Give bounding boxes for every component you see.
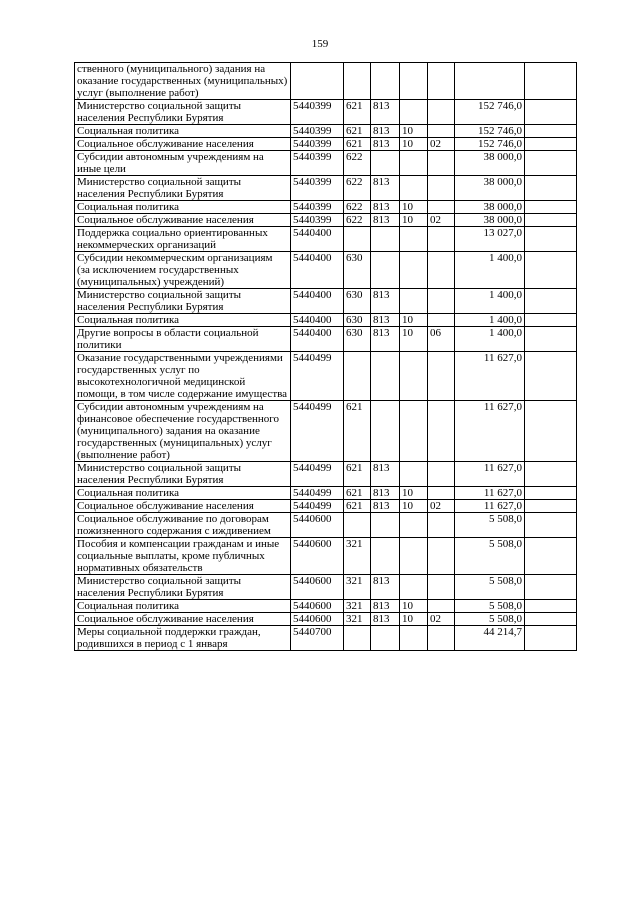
- section-cell: [400, 176, 428, 201]
- item-name-cell: Поддержка социально ориентированных некоммерческих организаций: [75, 227, 291, 252]
- expense-type-cell: [344, 352, 371, 401]
- empty-column-cell: [525, 227, 577, 252]
- expense-type-cell: 621: [344, 138, 371, 151]
- target-article-cell: 5440399: [291, 100, 344, 125]
- amount-cell: 1 400,0: [455, 289, 525, 314]
- target-article-cell: 5440499: [291, 401, 344, 462]
- expense-type-cell: 621: [344, 462, 371, 487]
- expense-type-cell: 630: [344, 327, 371, 352]
- subsection-cell: [428, 252, 455, 289]
- table-row: [75, 626, 577, 651]
- expense-type-cell: 621: [344, 125, 371, 138]
- amount-cell: 11 627,0: [455, 500, 525, 513]
- table-row: [75, 138, 577, 151]
- ministry-code-cell: [371, 352, 400, 401]
- empty-column-cell: [525, 401, 577, 462]
- empty-column-cell: [525, 252, 577, 289]
- ministry-code-cell: 813: [371, 314, 400, 327]
- subsection-cell: [428, 513, 455, 538]
- ministry-code-cell: 813: [371, 487, 400, 500]
- section-cell: 10: [400, 327, 428, 352]
- amount-cell: 13 027,0: [455, 227, 525, 252]
- expense-type-cell: 321: [344, 538, 371, 575]
- target-article-cell: [291, 63, 344, 100]
- item-name-cell: Министерство социальной защиты населения Республики Бурятия: [75, 289, 291, 314]
- table-row: [75, 201, 577, 214]
- ministry-code-cell: 813: [371, 138, 400, 151]
- expense-type-cell: 630: [344, 289, 371, 314]
- item-name-cell: Социальная политика: [75, 201, 291, 214]
- section-cell: [400, 252, 428, 289]
- amount-cell: 38 000,0: [455, 214, 525, 227]
- section-cell: 10: [400, 487, 428, 500]
- empty-column-cell: [525, 626, 577, 651]
- empty-column-cell: [525, 125, 577, 138]
- subsection-cell: [428, 289, 455, 314]
- ministry-code-cell: 813: [371, 462, 400, 487]
- section-cell: [400, 462, 428, 487]
- section-cell: 10: [400, 613, 428, 626]
- expense-type-cell: 622: [344, 201, 371, 214]
- section-cell: 10: [400, 600, 428, 613]
- section-cell: [400, 575, 428, 600]
- subsection-cell: 02: [428, 613, 455, 626]
- amount-cell: 11 627,0: [455, 487, 525, 500]
- subsection-cell: 06: [428, 327, 455, 352]
- expense-type-cell: [344, 63, 371, 100]
- target-article-cell: 5440400: [291, 327, 344, 352]
- table-row: [75, 500, 577, 513]
- subsection-cell: [428, 176, 455, 201]
- table-row: [75, 63, 577, 100]
- amount-cell: 11 627,0: [455, 401, 525, 462]
- subsection-cell: [428, 201, 455, 214]
- expense-type-cell: [344, 513, 371, 538]
- ministry-code-cell: 813: [371, 125, 400, 138]
- target-article-cell: 5440399: [291, 138, 344, 151]
- empty-column-cell: [525, 538, 577, 575]
- empty-column-cell: [525, 314, 577, 327]
- ministry-code-cell: [371, 538, 400, 575]
- table-row: [75, 575, 577, 600]
- amount-cell: 38 000,0: [455, 201, 525, 214]
- subsection-cell: [428, 314, 455, 327]
- amount-cell: 11 627,0: [455, 462, 525, 487]
- section-cell: [400, 227, 428, 252]
- expense-type-cell: 621: [344, 487, 371, 500]
- amount-cell: 152 746,0: [455, 138, 525, 151]
- amount-cell: 152 746,0: [455, 100, 525, 125]
- ministry-code-cell: [371, 626, 400, 651]
- subsection-cell: [428, 487, 455, 500]
- target-article-cell: 5440399: [291, 151, 344, 176]
- item-name-cell: Социальное обслуживание населения: [75, 214, 291, 227]
- empty-column-cell: [525, 327, 577, 352]
- amount-cell: 1 400,0: [455, 314, 525, 327]
- item-name-cell: ственного (муниципального) задания на оказание государственных (муниципальных) услуг (выполнение работ): [75, 63, 291, 100]
- section-cell: [400, 538, 428, 575]
- expense-type-cell: [344, 227, 371, 252]
- budget-table: [74, 62, 577, 651]
- target-article-cell: 5440400: [291, 227, 344, 252]
- item-name-cell: Социальное обслуживание населения: [75, 500, 291, 513]
- section-cell: 10: [400, 214, 428, 227]
- target-article-cell: 5440600: [291, 600, 344, 613]
- ministry-code-cell: [371, 151, 400, 176]
- expense-type-cell: 622: [344, 151, 371, 176]
- expense-type-cell: 621: [344, 500, 371, 513]
- ministry-code-cell: [371, 513, 400, 538]
- target-article-cell: 5440400: [291, 314, 344, 327]
- table-row: [75, 352, 577, 401]
- amount-cell: 1 400,0: [455, 327, 525, 352]
- item-name-cell: Социальная политика: [75, 487, 291, 500]
- expense-type-cell: 321: [344, 575, 371, 600]
- table-row: [75, 513, 577, 538]
- expense-type-cell: 630: [344, 314, 371, 327]
- table-row: [75, 100, 577, 125]
- amount-cell: 5 508,0: [455, 575, 525, 600]
- subsection-cell: [428, 600, 455, 613]
- ministry-code-cell: 813: [371, 327, 400, 352]
- item-name-cell: Субсидии автономным учреждениям на иные цели: [75, 151, 291, 176]
- subsection-cell: [428, 538, 455, 575]
- section-cell: 10: [400, 201, 428, 214]
- ministry-code-cell: 813: [371, 201, 400, 214]
- target-article-cell: 5440399: [291, 214, 344, 227]
- item-name-cell: Пособия и компенсации гражданам и иные социальные выплаты, кроме публичных нормативных обязательств: [75, 538, 291, 575]
- expense-type-cell: 621: [344, 100, 371, 125]
- expense-type-cell: 622: [344, 214, 371, 227]
- section-cell: 10: [400, 314, 428, 327]
- empty-column-cell: [525, 138, 577, 151]
- target-article-cell: 5440499: [291, 500, 344, 513]
- item-name-cell: Министерство социальной защиты населения Республики Бурятия: [75, 100, 291, 125]
- target-article-cell: 5440400: [291, 252, 344, 289]
- section-cell: [400, 352, 428, 401]
- empty-column-cell: [525, 151, 577, 176]
- empty-column-cell: [525, 600, 577, 613]
- table-row: [75, 252, 577, 289]
- item-name-cell: Социальное обслуживание населения: [75, 138, 291, 151]
- empty-column-cell: [525, 289, 577, 314]
- amount-cell: [455, 63, 525, 100]
- target-article-cell: 5440600: [291, 513, 344, 538]
- item-name-cell: Министерство социальной защиты населения Республики Бурятия: [75, 575, 291, 600]
- ministry-code-cell: 813: [371, 600, 400, 613]
- table-row: [75, 538, 577, 575]
- ministry-code-cell: [371, 401, 400, 462]
- expense-type-cell: [344, 626, 371, 651]
- section-cell: [400, 626, 428, 651]
- ministry-code-cell: [371, 227, 400, 252]
- section-cell: 10: [400, 500, 428, 513]
- target-article-cell: 5440499: [291, 487, 344, 500]
- table-row: [75, 289, 577, 314]
- target-article-cell: 5440600: [291, 538, 344, 575]
- item-name-cell: Министерство социальной защиты населения Республики Бурятия: [75, 176, 291, 201]
- table-row: [75, 125, 577, 138]
- amount-cell: 1 400,0: [455, 252, 525, 289]
- item-name-cell: Меры социальной поддержки граждан, родившихся в период с 1 января: [75, 626, 291, 651]
- empty-column-cell: [525, 487, 577, 500]
- item-name-cell: Социальная политика: [75, 600, 291, 613]
- subsection-cell: 02: [428, 138, 455, 151]
- subsection-cell: [428, 401, 455, 462]
- subsection-cell: [428, 63, 455, 100]
- empty-column-cell: [525, 462, 577, 487]
- ministry-code-cell: [371, 252, 400, 289]
- section-cell: [400, 100, 428, 125]
- subsection-cell: [428, 626, 455, 651]
- section-cell: [400, 289, 428, 314]
- expense-type-cell: 630: [344, 252, 371, 289]
- table-row: [75, 487, 577, 500]
- ministry-code-cell: 813: [371, 176, 400, 201]
- empty-column-cell: [525, 352, 577, 401]
- subsection-cell: [428, 575, 455, 600]
- subsection-cell: 02: [428, 500, 455, 513]
- amount-cell: 38 000,0: [455, 176, 525, 201]
- expense-type-cell: 621: [344, 401, 371, 462]
- section-cell: [400, 63, 428, 100]
- table-row: [75, 227, 577, 252]
- item-name-cell: Социальная политика: [75, 314, 291, 327]
- ministry-code-cell: 813: [371, 289, 400, 314]
- amount-cell: 38 000,0: [455, 151, 525, 176]
- item-name-cell: Социальное обслуживание населения: [75, 613, 291, 626]
- subsection-cell: [428, 462, 455, 487]
- table-row: [75, 600, 577, 613]
- empty-column-cell: [525, 63, 577, 100]
- item-name-cell: Другие вопросы в области социальной политики: [75, 327, 291, 352]
- empty-column-cell: [525, 513, 577, 538]
- amount-cell: 11 627,0: [455, 352, 525, 401]
- empty-column-cell: [525, 214, 577, 227]
- section-cell: 10: [400, 125, 428, 138]
- item-name-cell: Оказание государственными учреждениями государственных услуг по высокотехнологичной медицинской помощи, в том числе содержание имущества: [75, 352, 291, 401]
- ministry-code-cell: [371, 63, 400, 100]
- subsection-cell: [428, 151, 455, 176]
- table-row: [75, 613, 577, 626]
- empty-column-cell: [525, 613, 577, 626]
- target-article-cell: 5440399: [291, 125, 344, 138]
- table-row: [75, 314, 577, 327]
- empty-column-cell: [525, 201, 577, 214]
- section-cell: [400, 513, 428, 538]
- ministry-code-cell: 813: [371, 613, 400, 626]
- target-article-cell: 5440400: [291, 289, 344, 314]
- empty-column-cell: [525, 100, 577, 125]
- table-row: [75, 401, 577, 462]
- amount-cell: 152 746,0: [455, 125, 525, 138]
- expense-type-cell: 622: [344, 176, 371, 201]
- table-row: [75, 214, 577, 227]
- item-name-cell: Социальное обслуживание по договорам пожизненного содержания с иждивением: [75, 513, 291, 538]
- item-name-cell: Социальная политика: [75, 125, 291, 138]
- section-cell: [400, 401, 428, 462]
- ministry-code-cell: 813: [371, 575, 400, 600]
- target-article-cell: 5440399: [291, 201, 344, 214]
- empty-column-cell: [525, 176, 577, 201]
- item-name-cell: Субсидии некоммерческим организациям (за исключением государственных (муниципальных) учреждений): [75, 252, 291, 289]
- ministry-code-cell: 813: [371, 500, 400, 513]
- table-row: [75, 462, 577, 487]
- target-article-cell: 5440499: [291, 352, 344, 401]
- empty-column-cell: [525, 500, 577, 513]
- expense-type-cell: 321: [344, 600, 371, 613]
- table-row: [75, 176, 577, 201]
- amount-cell: 5 508,0: [455, 513, 525, 538]
- target-article-cell: 5440700: [291, 626, 344, 651]
- target-article-cell: 5440399: [291, 176, 344, 201]
- amount-cell: 5 508,0: [455, 613, 525, 626]
- table-row: [75, 327, 577, 352]
- target-article-cell: 5440600: [291, 613, 344, 626]
- amount-cell: 44 214,7: [455, 626, 525, 651]
- section-cell: [400, 151, 428, 176]
- ministry-code-cell: 813: [371, 214, 400, 227]
- section-cell: 10: [400, 138, 428, 151]
- subsection-cell: [428, 352, 455, 401]
- subsection-cell: [428, 227, 455, 252]
- amount-cell: 5 508,0: [455, 600, 525, 613]
- empty-column-cell: [525, 575, 577, 600]
- target-article-cell: 5440499: [291, 462, 344, 487]
- item-name-cell: Субсидии автономным учреждениям на финансовое обеспечение государственного (муниципального) задания на оказание государственных (муниципальных) услуг (выполнение работ): [75, 401, 291, 462]
- subsection-cell: [428, 100, 455, 125]
- amount-cell: 5 508,0: [455, 538, 525, 575]
- target-article-cell: 5440600: [291, 575, 344, 600]
- ministry-code-cell: 813: [371, 100, 400, 125]
- subsection-cell: [428, 125, 455, 138]
- table-body: [75, 63, 577, 651]
- table-row: [75, 151, 577, 176]
- item-name-cell: Министерство социальной защиты населения Республики Бурятия: [75, 462, 291, 487]
- expense-type-cell: 321: [344, 613, 371, 626]
- page-number: 159: [311, 38, 329, 50]
- subsection-cell: 02: [428, 214, 455, 227]
